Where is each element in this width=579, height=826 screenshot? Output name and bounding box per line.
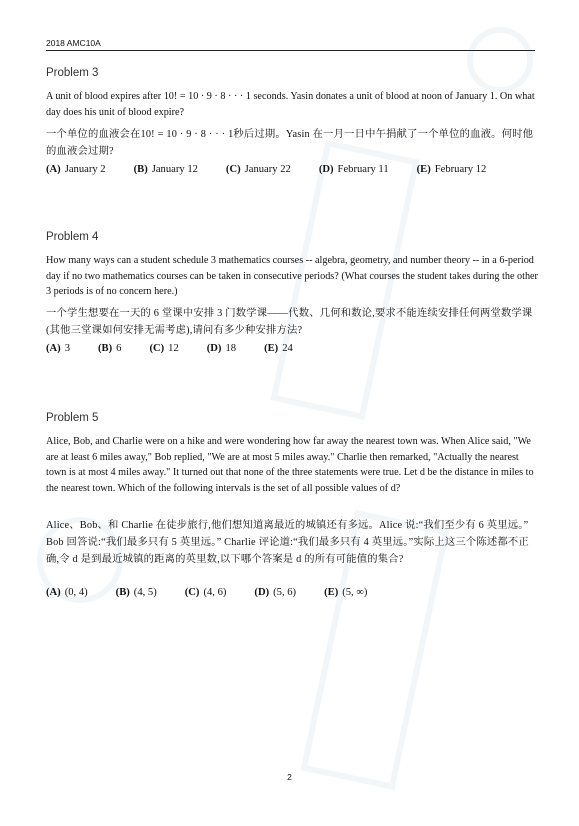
choice-b: (B) January 12 — [133, 164, 198, 175]
problem-5-title: Problem 5 — [46, 412, 99, 424]
choice-b: (B) 6 — [98, 343, 122, 354]
problem-4-title: Problem 4 — [46, 231, 99, 243]
header-rule — [46, 50, 535, 51]
choice-c: (C) (4, 6) — [184, 587, 227, 598]
problem-4-choices — [46, 343, 538, 354]
choice-e: (E) February 12 — [416, 164, 487, 175]
choice-e: (E) (5, ∞) — [324, 587, 368, 598]
choice-d: (D) February 11 — [318, 164, 389, 175]
choice-a: (A) (0, 4) — [46, 587, 88, 598]
problem-3-choices — [46, 164, 538, 175]
document-header: 2018 AMC10A — [46, 38, 101, 48]
choice-d: (D) (5, 6) — [254, 587, 297, 598]
choice-d: (D) 18 — [206, 343, 237, 354]
choice-a: (A) 3 — [46, 343, 71, 354]
problem-5-choices — [46, 587, 538, 598]
problem-5-english: Alice, Bob, and Charlie were on a hike and were wondering how far away the nearest town was. When Alice said, "We are at least 6 miles away," Bob replied, "We are at most 5 miles away." Charlie then remarked, "Actually the nearest town is at most 4 miles away." It turned out that none of the three statements were true. Let d be the distance in miles to the nearest town. Which of the following intervals is the set of all possible values of d? — [46, 436, 534, 494]
problem-4-english: How many ways can a student schedule 3 mathematics courses -- algebra, geometry, and number theory -- in a 6-period day if no two mathematics courses can be taken in consecutive periods? (What courses the student takes during the other 3 periods is of no concern here.) — [46, 255, 538, 297]
choice-c: (C) 12 — [149, 343, 179, 354]
choice-e: (E) 24 — [264, 343, 293, 354]
problem-5-chinese: Alice、Bob、和 Charlie 在徒步旅行,他们想知道离最近的城镇还有多远。Alice 说:“我们至少有 6 英里远。” Bob 回答说:“我们最多只有 5 英里远。” Charlie 评论道:“我们最多只有 4 英里远。”实际上这三个陈述都不正确,令 d 是到最近城镇的距离的英里数,以下哪个答案是 d 的所有可能值的集合? — [46, 520, 529, 565]
page-number: 2 — [287, 772, 292, 782]
problem-3-title: Problem 3 — [46, 67, 99, 79]
problem-3-english: A unit of blood expires after 10! = 10 · 9 · 8 · · · 1 seconds. Yasin donates a unit of blood at noon of January 1. On what day does his unit of blood expire? — [46, 91, 535, 118]
choice-b: (B) (4, 5) — [115, 587, 157, 598]
problem-4-chinese: 一个学生想要在一天的 6 堂课中安排 3 门数学课——代数、几何和数论,要求不能连续安排任何两堂数学课(其他三堂课如何安排无需考虑),请问有多少种安排方法? — [46, 308, 533, 336]
problem-3-chinese: 一个单位的血液会在10! = 10 · 9 · 8 · · · 1秒后过期。Yasin 在一月一日中午捐献了一个单位的血液。何时他的血液会过期? — [46, 129, 534, 157]
choice-c: (C) January 22 — [225, 164, 291, 175]
choice-a: (A) January 2 — [46, 164, 106, 175]
